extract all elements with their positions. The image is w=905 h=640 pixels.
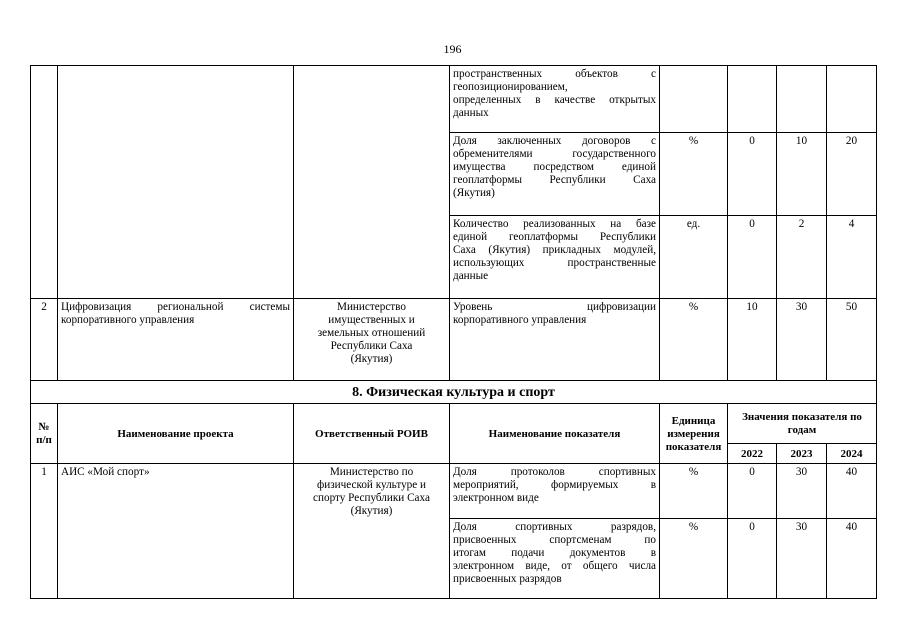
text-line: спорту Республики Саха	[313, 492, 430, 504]
text-line: электронном виде, от общего числа	[453, 560, 656, 572]
value-cell-2023: 30	[777, 299, 827, 381]
table-row	[31, 66, 877, 133]
indicator-cell	[450, 66, 660, 133]
num-cell	[31, 66, 58, 299]
value-cell-2024: 40	[827, 464, 877, 519]
roiv-cell	[294, 66, 450, 299]
header-values: Значения показателя по годам	[728, 404, 877, 444]
header-indicator: Наименование показателя	[450, 404, 660, 464]
table-row	[31, 381, 877, 404]
text-line: данные	[453, 270, 489, 282]
header-roiv: Ответственный РОИВ	[294, 404, 450, 464]
num-cell: 2	[31, 299, 58, 381]
roiv-cell	[294, 299, 450, 381]
unit-cell: %	[660, 519, 728, 599]
project-cell	[58, 299, 294, 381]
page-number: 196	[443, 42, 462, 56]
header-year-2024: 2024	[827, 444, 877, 464]
header-project: Наименование проекта	[58, 404, 294, 464]
value-cell-2022: 0	[728, 464, 777, 519]
text-line: определенных в качестве открытых	[453, 94, 656, 106]
unit-cell: %	[660, 133, 728, 216]
text-line: геопозиционированием,	[453, 81, 568, 93]
text-line: итогам подачи документов в	[453, 547, 656, 559]
text-line: Доля спортивных разрядов,	[453, 521, 656, 533]
header-unit: Единица измерения показателя	[660, 404, 728, 464]
text-line: обременителями государственного	[453, 148, 656, 160]
text-line: данных	[453, 107, 489, 119]
indicator-cell	[450, 464, 660, 519]
text-line: использующих пространственные	[453, 257, 656, 269]
value-cell-2023: 30	[777, 464, 827, 519]
text-line: (Якутия)	[350, 505, 393, 517]
value-cell-2023: 10	[777, 133, 827, 216]
text-line: земельных отношений	[317, 327, 426, 339]
indicator-cell	[450, 519, 660, 599]
text-line: мероприятий, формируемых в	[453, 479, 656, 491]
value-cell-2022: 10	[728, 299, 777, 381]
text-line: Саха (Якутия) прикладных модулей,	[453, 244, 656, 256]
text-line: физической культуре и	[316, 479, 427, 491]
value-cell	[777, 66, 827, 133]
num-cell: 1	[31, 464, 58, 599]
value-cell-2024: 50	[827, 299, 877, 381]
text-line: (Якутия)	[350, 353, 393, 365]
value-cell-2023: 2	[777, 216, 827, 299]
unit-cell	[660, 66, 728, 133]
value-cell-2024: 20	[827, 133, 877, 216]
text-line: пространственных объектов с	[453, 68, 656, 80]
text-line: единой геоплатформы Республики	[453, 231, 656, 243]
indicator-cell	[450, 133, 660, 216]
text-line: Доля протоколов спортивных	[453, 466, 656, 478]
text-line: Доля заключенных договоров с	[453, 135, 656, 147]
text-line: Цифровизация региональной системы	[61, 301, 290, 313]
value-cell-2024: 4	[827, 216, 877, 299]
table-row	[31, 464, 877, 519]
project-cell: АИС «Мой спорт»	[58, 464, 294, 599]
header-year-2023: 2023	[777, 444, 827, 464]
text-line: Министерство	[337, 301, 406, 313]
header-num: № п/п	[31, 404, 58, 464]
value-cell-2022: 0	[728, 519, 777, 599]
section-title: 8. Физическая культура и спорт	[31, 381, 877, 404]
text-line: (Якутия)	[453, 187, 495, 199]
header-year-2022: 2022	[728, 444, 777, 464]
table-row	[31, 299, 877, 381]
indicator-cell	[450, 216, 660, 299]
text-line: присвоенных разрядов	[453, 573, 562, 585]
value-cell-2022: 0	[728, 216, 777, 299]
header-row	[31, 404, 877, 444]
document-table	[30, 65, 877, 599]
value-cell-2023: 30	[777, 519, 827, 599]
value-cell	[827, 66, 877, 133]
unit-cell: %	[660, 299, 728, 381]
value-cell	[728, 66, 777, 133]
text-line: Количество реализованных на базе	[453, 218, 656, 230]
text-line: геоплатформы Республики Саха	[453, 174, 656, 186]
unit-cell: %	[660, 464, 728, 519]
text-line: имущественных и	[328, 314, 415, 326]
text-line: Уровень цифровизации	[453, 301, 656, 313]
project-cell	[58, 66, 294, 299]
text-line: корпоративного управления	[453, 314, 587, 326]
text-line: присвоенных спортсменам по	[453, 534, 656, 546]
text-line: имущества посредством единой	[453, 161, 656, 173]
value-cell-2022: 0	[728, 133, 777, 216]
text-line: корпоративного управления	[61, 314, 195, 326]
text-line: Республики Саха	[330, 340, 413, 352]
roiv-cell	[294, 464, 450, 599]
text-line: Министерство по	[329, 466, 414, 478]
unit-cell: ед.	[660, 216, 728, 299]
indicator-cell	[450, 299, 660, 381]
text-line: электронном виде	[453, 492, 539, 504]
value-cell-2024: 40	[827, 519, 877, 599]
